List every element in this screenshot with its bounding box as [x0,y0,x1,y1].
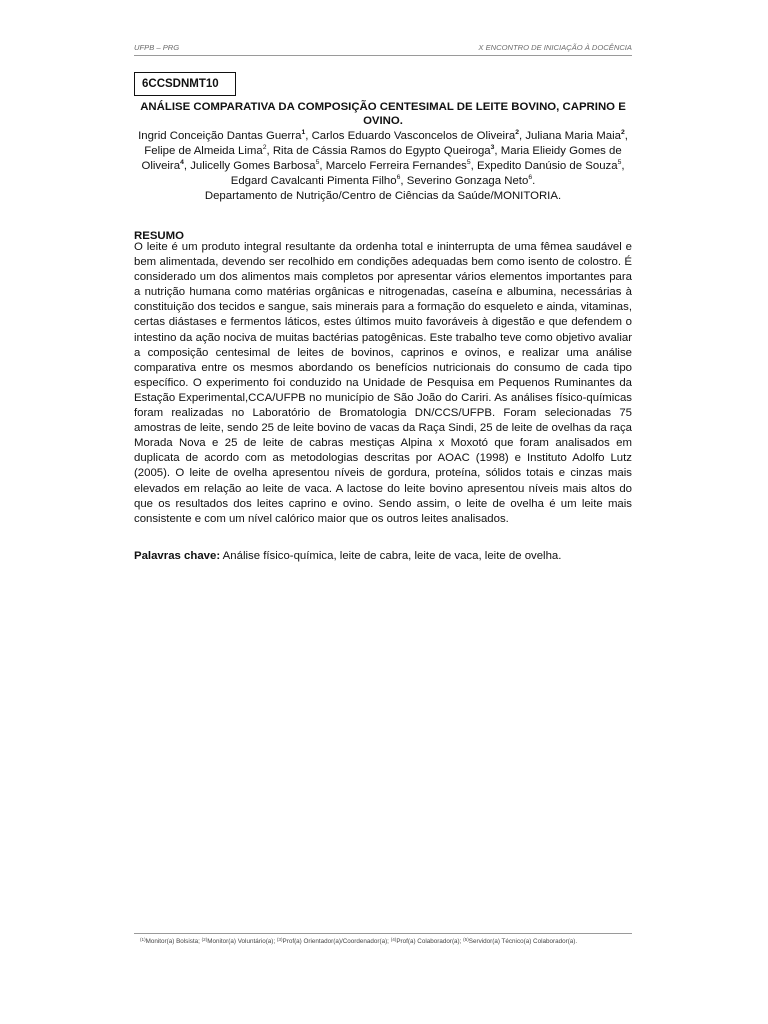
footnote-marker: (5) [463,937,469,942]
author-affiliation-number: 2 [262,144,267,151]
author-affiliation-number: 5 [315,159,320,166]
footnote-text: Monitor(a) Bolsista; [145,938,202,945]
author-block [134,129,632,204]
author-affiliation-number: 1 [301,129,306,136]
footnote-legend [140,937,666,945]
footnote-marker: (4) [390,937,397,942]
department-affiliation: Departamento de Nutrição/Centro de Ciências da Saúde/MONITORIA. [204,190,562,202]
running-header [134,43,632,56]
paper-code-box: 6CCSDNMT10 [134,72,236,96]
footnote-marker: (2) [201,937,208,942]
author-name: Expedito Danúsio de Souza [476,160,618,172]
header-left-text: UFPB – PRG [134,43,180,52]
author-name: Maria Elieidy Gomes de Oliveira [141,145,622,172]
footnote-marker: (3) [276,937,283,942]
author-name: Rita de Cássia Ramos do Egypto Queiroga [272,145,491,157]
keywords-text: Análise físico-química, leite de cabra, leite de vaca, leite de ovelha. [220,550,562,562]
footnote-marker: (1) [140,937,146,942]
footnote-text: Servidor(a) Técnico(a) Colaborador(a). [468,938,578,945]
author-affiliation-number: 2 [515,129,520,136]
keywords-label: Palavras chave: [134,550,221,562]
author-affiliation-number: 3 [490,144,495,151]
author-affiliation-number: 2 [620,129,625,136]
author-name: Felipe de Almeida Lima [144,145,263,157]
author-name: Severino Gonzaga Neto [406,175,529,187]
footnote-text: Monitor(a) Voluntário(a); [207,938,277,945]
author-affiliation-number: 4 [180,159,184,166]
author-name: Marcelo Ferreira Fernandes [325,160,467,172]
author-name: Carlos Eduardo Vasconcelos de Oliveira [311,130,516,142]
author-name: Edgard Cavalcanti Pimenta Filho [230,175,397,187]
author-affiliation-number: 5 [617,159,622,166]
footnote-text: Prof(a) Colaborador(a); [396,938,464,945]
author-affiliation-number: 6 [396,174,401,181]
author-affiliation-number: 5 [466,159,471,166]
abstract-body: O leite é um produto integral resultante da ordenha total e ininterrupta de uma fêmea saudável e bem alimentada, devendo ser recolhido em condições adequadas bem como isento de colostro. É considerado um dos alimentos mais completos por apresentar vários elementos importantes para a nutrição humana como matérias orgânicas e nitrogenadas, caseína e albumina, necessárias à constituição dos tecidos e sangue, sais minerais para a formação do esqueleto e ainda, vitaminas, certas diástases e fermentos láticos, estes últimos muito favoráveis à digestão e que defendem o intestino da ação nociva de muitas bactérias patogênicas. Este trabalho teve como objetivo avaliar a composição centesimal de leites de bovinos, caprinos e ovinos, e realizar uma análise comparativa entre os mesmos abordando os benefícios nutricionais do consumo de cada tipo específico. O experimento foi conduzido na Unidade de Pesquisa em Pequenos Ruminantes da Estação Experimental,CCA/UFPB no município de São João do Cariri. As análises físico-químicas foram realizadas no Laboratório de Bromatologia DN/CCS/UFPB. Foram selecionadas 75 amostras de leite, sendo 25 de leite bovino de vacas da Raça Sindi, 25 de leite de ovelhas da raça Morada Nova e 25 de leite de cabras mestiças Alpina x Moxotó que foram analisados em duplicata de acordo com as metodologias descritas por AOAC (1998) e Instituto Adolfo Lutz (2005). O leite de ovelha apresentou níveis de gordura, proteína, sólidos totais e cinzas mais elevados em relação ao leite de vaca. A lactose do leite bovino apresentou níveis mais altos do que os resultados dos leites caprino e ovino. Sendo assim, o leite de ovelha é um leite mais consistente e com um nível calórico maior que os outros leites analisados. [134,241,632,525]
keywords-line [134,549,632,564]
footnote-text: Prof(a) Orientador(a)/Coordenador(a); [282,938,391,945]
author-list: Ingrid Conceição Dantas Guerra$^1$, Carlos Eduardo Vasconcelos de Oliveira$^2$, Juliana Maria Maia$^2$, Felipe de Almeida Lima$^2$, Rita de Cássia Ramos do Egypto Queiroga$^3$, Maria Elieidy Gomes de Oliveira$^4$, Julicelly Gomes Barbosa$^5$, Marcelo Ferreira Fernandes$^5$, Expedito Danúsio de Souza$^5$, Edgard Cavalcanti Pimenta Filho$^6$, Severino Gonzaga Neto$^6$. [138,129,628,187]
author-affiliation-number: 6 [528,174,533,181]
author-name: Ingrid Conceição Dantas Guerra [138,130,302,142]
header-right-text: X ENCONTRO DE INICIAÇÃO À DOCÊNCIA [478,43,632,52]
author-name: Juliana Maria Maia [525,130,621,142]
author-name: Julicelly Gomes Barbosa [190,160,316,172]
abstract-heading: RESUMO [134,230,184,242]
footer-rule [134,933,632,934]
paper-title: ANÁLISE COMPARATIVA DA COMPOSIÇÃO CENTESIMAL DE LEITE BOVINO, CAPRINO E OVINO. [140,101,626,127]
